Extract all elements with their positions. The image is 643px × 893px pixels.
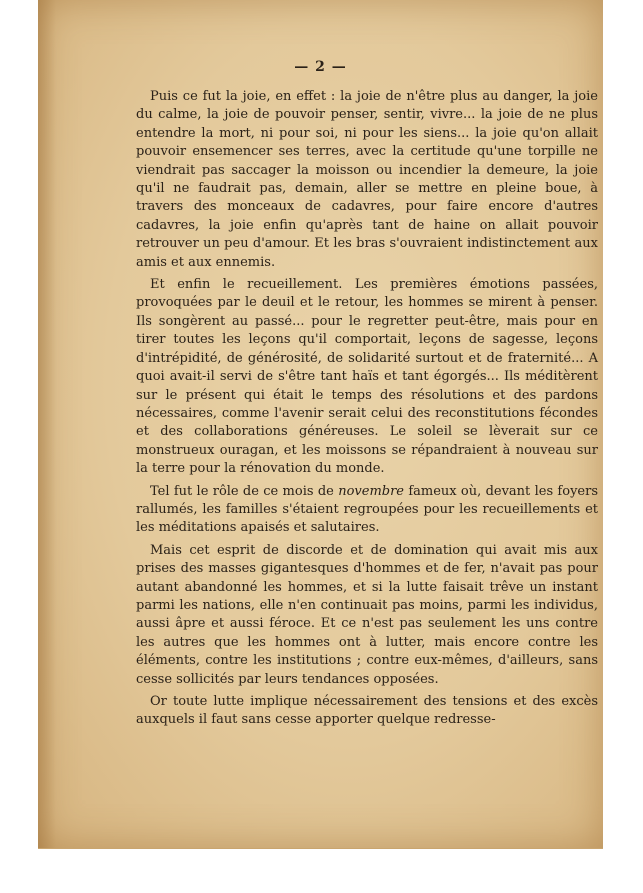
paper-page: [38, 0, 603, 849]
paragraph-2: Et enfin le recueillement. Les premières émotions passées, provoquées par le deuil et le retour, les hommes se mirent à penser. Ils songèrent au passé... pour le regretter peut-être, mais pour en tirer toutes les leçons qu'il comportait, leçons de sagesse, leçons d'intrépidité, de générosité, de solidarité surtout et de fraternité... A quoi avait-il servi de s'être tant haïs et tant égorgés... Ils méditèrent sur le présent qui était le temps des résolutions et des pardons nécessaires, comme l'avenir serait celui des reconstitutions fécondes et des collaborations généreuses. Le soleil se lèverait sur ce monstrueux ouragan, et les moissons se répandraient à nouveau sur la terre pour la rénovation du monde.: [136, 277, 598, 477]
paragraph-4: Mais cet esprit de discorde et de domination qui avait mis aux prises des masses gigantesques d'hommes et de fer, n'avait pas pour autant abandonné les hommes, et si la lutte faisait trêve un instant parmi les nations, elle n'en continuait pas moins, parmi les individus, aussi âpre et aussi féroce. Et ce n'est pas seulement les uns contre les autres que les hommes ont à lutter, mais encore contre les éléments, contre les institutions ; contre eux-mêmes, d'ailleurs, sans cesse sollicités par leurs tendances opposées.: [136, 542, 598, 687]
page-number: — 2 —: [294, 59, 347, 75]
paragraph-1: Puis ce fut la joie, en effet : la joie de n'être plus au danger, la joie du calme, la joie de pouvoir penser, sentir, vivre... la joie de ne plus entendre la mort, ni pour soi, ni pour les siens... la joie qu'on allait pouvoir ensemencer ses terres, avec la certitude qu'une torpille ne viendrait pas saccager la moisson ou incendier la demeure, la joie qu'il ne faudrait pas, demain, aller se mettre en pleine boue, à travers des monceaux de cadavres, pour faire encore d'autres cadavres, la joie enfin qu'après tant de haine on allait pouvoir retrouver un peu d'amour. Et les bras s'ouvraient indistinctement aux amis et aux ennemis.: [136, 89, 598, 270]
emphasis-novembre: novembre: [338, 483, 404, 499]
paragraph-3-end: fameux où, devant les foyers rallumés, les familles s'étaient regroupées pour les recueillements et les méditations apaisés et salutaires.: [136, 483, 598, 536]
paragraph-3: [136, 483, 598, 538]
paragraph-5: Or toute lutte implique nécessairement des tensions et des excès auxquels il faut sans cesse apporter quelque redresse-: [136, 694, 598, 728]
body-text: [136, 88, 598, 734]
paragraph-3-start: Tel fut le rôle de ce mois de: [150, 483, 339, 499]
